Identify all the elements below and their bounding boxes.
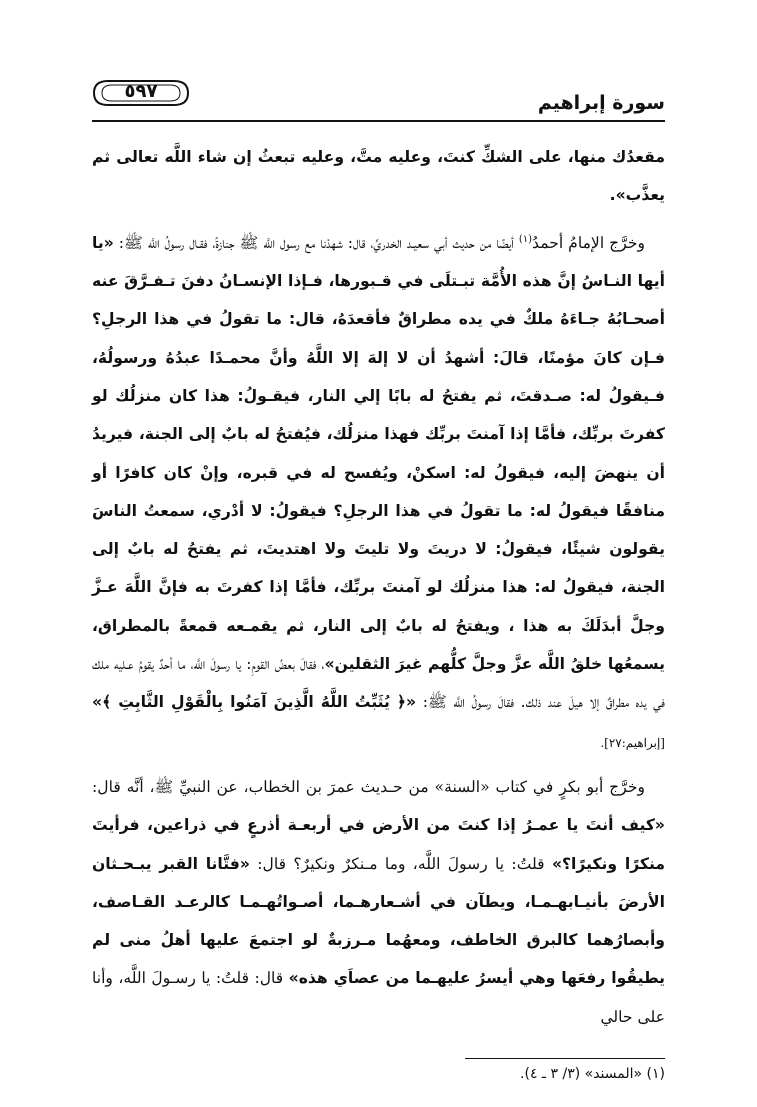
page-header xyxy=(92,72,665,124)
narration-text: ، فقالَ بعضُ القومِ: يا رسولَ اللَّه، ما أحدٌ يقومُ عـليه ملك في يده مطراقٌ إلا هيلَ عند ذلك. فقالَ رسولُ اللَّه ﷺ: xyxy=(92,655,665,712)
hadith-text: «يا أيها النـاسُ إنَّ هذه الأُمَّة تبـتلَى في قـبورها، فـإذا الإنسـانُ دفنَ تـفـرَّقَ عنه أصحـابُهُ جـاءَهُ ملكٌ في يده مطراقٌ فأقعدَهُ، قال: ما تقولُ في هذا الرجلِ؟ فـإن كانَ مؤمنًا، قالَ: أشهدُ أن لا إلهَ إلا اللَّهُ وأنَّ محمـدًا عبدُهُ ورسولُهُ، فـيقولُ له: صـدقتَ، ثم يفتحُ له بابًا إلي النار، فيقـولُ: هذا كان منزلُك لو كفرتَ بربِّك، فأمَّا إذا آمنتَ بربِّك فهذا منزلُك، فيُفتحُ له بابٌ إلى الجنة، فيريدُ أن ينهضَ إليه، فيقولُ له: اسكنْ، ويُفسح له في قبره، وإنْ كان كافرًا أو منافقًا فيقولُ له: ما تقولُ في هذا الرجلِ؟ فيقولُ: لا أدْري، سمعتُ الناسَ يقولون شيئًا، فيقولُ: لا دريتَ ولا تليتَ ولا اهتديتَ، ثم يفتحُ له بابٌ إلى الجنة، فيقولُ له: هذا منزلُك لو آمنتَ بربِّك، فأمَّا إذا كفرتَ به فإنَّ اللَّهَ عـزَّ وجلَّ أبدَلَكَ به هذا ، ويفتحُ له بابٌ إلى النار، ثم يقمـعه قمعةً بالمطراق، يسمعُها خلقُ اللَّه عزَّ وجلَّ كلُّهم غيرَ الثقلين» xyxy=(92,233,665,674)
narration-text: أيضًا من حديث أبي سعيـد الخدريِّ، قال: شهدْنا مع رسول اللَّه ﷺ جنازةً، فقـال رسولُ اللَّه ﷺ: xyxy=(113,233,519,252)
body-text xyxy=(92,138,665,1036)
header-rule xyxy=(92,120,665,122)
hadith-text: «كيف أنتَ يا عمـرُ إذا كنتَ من الأرض في أربعـة أذرعٍ في ذراعين، فرأيتَ منكرًا ونكيرًا؟» xyxy=(92,816,665,873)
surah-title: سورة إبراهيم xyxy=(537,92,665,114)
page-number-badge xyxy=(92,78,190,108)
hadith-text: «فتَّانا القبر يبـحـثان الأرضَ بأنيـابهـمـا، ويطآن في أشـعارهـما، أصـواتُهـمـا كالرعـد القـاصف، وأبصارُهما كالبرق الخاطف، ومعهُما مـرزبةٌ لو اجتمعَ عليها أهلُ منى لم يطيقُوا رفعَها وهي أيسرُ عليهـما من عصاَي هذه» xyxy=(92,854,665,988)
narration-text: قلتُ: يا رسولَ اللَّه، وما مـنكرٌ ونكيرٌ؟ قال: xyxy=(249,854,552,873)
footnote-ref: (١) xyxy=(518,233,533,245)
narration-text: وخرَّج أبو بكرٍ في كتاب «السنة» من حـديث عمرَ بن الخطاب، عن النبيِّ ﷺ، أنَّه قال: xyxy=(92,777,645,796)
paragraph-2 xyxy=(92,221,665,762)
footnote-rule xyxy=(465,1058,665,1059)
quran-verse: «﴿ يُثَبِّتُ اللَّهُ الَّذِينَ آمَنُوا بِالْقَوْلِ الثَّابِتِ ﴾» xyxy=(92,693,417,712)
page-number: ٥٩٧ xyxy=(124,81,158,102)
paragraph-1 xyxy=(92,138,665,215)
narration-text: قال: قلتُ: يا رسـولَ اللَّه، وأنا على حالي xyxy=(92,969,665,1026)
verse-citation: [إبراهيم:٢٧]. xyxy=(600,735,665,750)
hadith-text: مقعدُك منها، على الشكِّ كنتَ، وعليه متَّ، وعليه تبعثُ إن شاء اللَّه تعالى ثم يعذَّب». xyxy=(92,148,665,205)
narration-text: وخرَّج الإمامُ أحمدُ xyxy=(532,233,645,252)
paragraph-3 xyxy=(92,768,665,1036)
footnote: (١) «المسند» (٣/ ٣ ـ ٤). xyxy=(520,1066,665,1082)
